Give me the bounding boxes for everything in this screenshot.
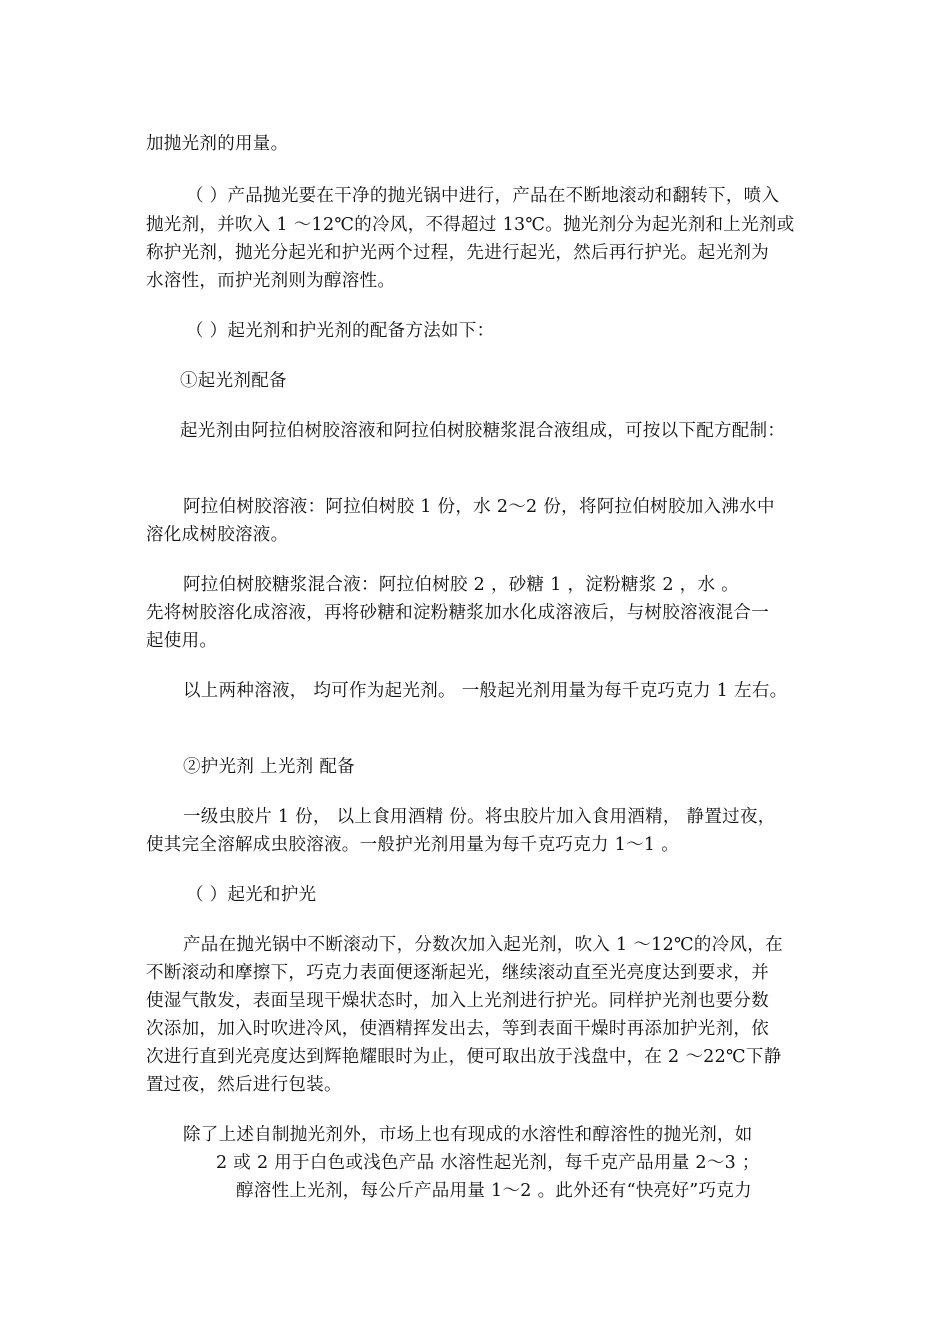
- text-line: 阿拉伯树胶溶液：阿拉伯树胶 1 份，水 2～2 份，将阿拉伯树胶加入沸水中: [183, 497, 775, 517]
- text-line: （ ）产品抛光要在干净的抛光锅中进行，产品在不断地滚动和翻转下，喷入: [186, 186, 780, 206]
- text-line: 溶化成树胶溶液。: [146, 525, 289, 545]
- section-heading: （ ）起光剂和护光剂的配备方法如下：: [186, 321, 495, 341]
- text-line: 使湿气散发，表面呈现干燥状态时，加入上光剂进行护光。同样护光剂也要分数: [146, 991, 769, 1011]
- text-line: 次添加，加入时吹进冷风，使酒精挥发出去，等到表面干燥时再添加护光剂，依: [146, 1019, 769, 1039]
- text-line: 除了上述自制抛光剂外，市场上也有现成的水溶性和醇溶性的抛光剂，如: [183, 1125, 753, 1145]
- text-line: 阿拉伯树胶糖浆混合液：阿拉伯树胶 2 ，砂糖 1 ，淀粉糖浆 2 ，水 。: [183, 575, 739, 595]
- text-line: 以上两种溶液， 均可作为起光剂。 一般起光剂用量为每千克巧克力 1 左右。: [183, 681, 788, 701]
- section-heading: ②护光剂 上光剂 配备: [183, 757, 355, 777]
- text-line: 抛光剂，并吹入 1 ～12℃的冷风，不得超过 13℃。抛光剂分为起光剂和上光剂或: [146, 215, 795, 235]
- text-line: 加抛光剂的用量。: [146, 134, 289, 154]
- section-heading: ①起光剂配备: [180, 371, 287, 391]
- text-line: 水溶性，而护光剂则为醇溶性。: [146, 271, 396, 291]
- text-line: 次进行直到光亮度达到辉艳耀眼时为止，便可取出放于浅盘中，在 2 ～22℃下静: [146, 1047, 782, 1067]
- text-line: 不断滚动和摩擦下，巧克力表面便逐渐起光，继续滚动直至光亮度达到要求，并: [146, 963, 769, 983]
- text-line: 使其完全溶解成虫胶溶液。一般护光剂用量为每千克巧克力 1～1 。: [146, 835, 679, 855]
- text-line: 一级虫胶片 1 份， 以上食用酒精 份。将虫胶片加入食用酒精， 静置过夜，: [183, 807, 776, 827]
- section-heading: （ ）起光和护光: [186, 885, 317, 905]
- text-line: 置过夜，然后进行包装。: [146, 1075, 342, 1095]
- text-line: 先将树胶溶化成溶液，再将砂糖和淀粉糖浆加水化成溶液后，与树胶溶液混合一: [146, 603, 769, 623]
- text-line: 产品在抛光锅中不断滚动下，分数次加入起光剂，吹入 1 ～12℃的冷风，在: [183, 935, 783, 955]
- text-line: 2 或 2 用于白色或浅色产品 水溶性起光剂，每千克产品用量 2～3 ；: [216, 1153, 760, 1173]
- text-line: 起光剂由阿拉伯树胶溶液和阿拉伯树胶糖浆混合液组成，可按以下配方配制：: [180, 421, 786, 441]
- text-line: 称护光剂，抛光分起光和护光两个过程，先进行起光，然后再行护光。起光剂为: [146, 243, 769, 263]
- text-line: 起使用。: [146, 631, 218, 651]
- text-line: 醇溶性上光剂，每公斤产品用量 1～2 。此外还有“快亮好”巧克力: [236, 1181, 752, 1201]
